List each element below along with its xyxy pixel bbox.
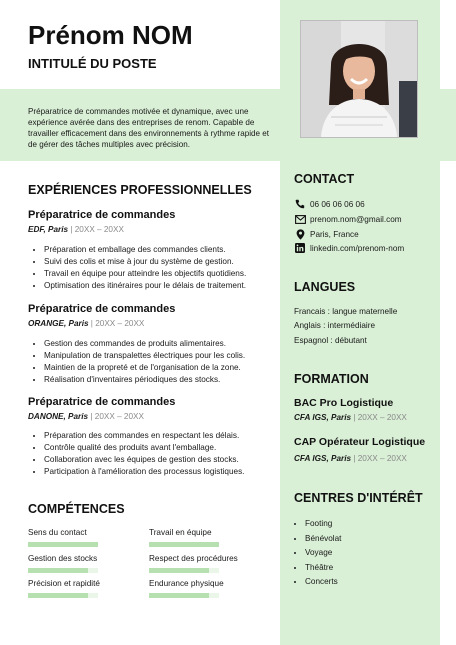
phone-icon	[294, 198, 306, 210]
language-1: Francais : langue maternelle	[294, 307, 398, 316]
job-2-role: Préparatrice de commandes	[28, 303, 176, 315]
list-item: • Voyage	[305, 546, 341, 561]
language-3: Espagnol : débutant	[294, 336, 367, 345]
education-2-meta	[294, 454, 407, 463]
interests-heading: CENTRES D'INTÉRÊT	[294, 491, 423, 505]
contact-heading: CONTACT	[294, 172, 355, 186]
education-2-degree: CAP Opérateur Logistique	[294, 436, 426, 448]
location-pin-icon	[294, 228, 306, 240]
skill-6-fill	[149, 593, 209, 598]
job-3-tasks	[28, 430, 294, 478]
skill-4	[149, 554, 238, 573]
list-item: • Maintien de la propreté et de l'organisation de la zone.	[44, 362, 294, 374]
list-item: • Collaboration avec les équipes de gestion des stocks.	[44, 454, 294, 466]
list-item: • Réalisation d'inventaires périodiques des stocks.	[44, 374, 294, 386]
phone-number: 06 06 06 06 06	[310, 199, 365, 209]
list-item: • Préparation des commandes en respectant les délais.	[44, 430, 294, 442]
skill-3-bar	[28, 568, 98, 573]
profile-summary: Préparatrice de commandes motivée et dynamique, avec une expérience avérée dans des entreprises de renom. Capable de travailler efficacement dans des environnements à rythme rapide et de gérer des tâches multiples avec précision.	[28, 107, 269, 149]
job-1-role: Préparatrice de commandes	[28, 209, 176, 221]
contact-email	[294, 213, 402, 225]
job-3-dates: 20XX – 20XX	[94, 412, 144, 421]
skill-1-bar	[28, 542, 98, 547]
skill-5	[28, 579, 100, 598]
education-2-dates: 20XX – 20XX	[357, 454, 407, 463]
skill-6-label: Endurance physique	[149, 579, 224, 588]
profile-photo	[300, 20, 418, 138]
job-1-city: , Paris	[43, 225, 69, 234]
job-3-company: DANONE	[28, 412, 64, 421]
skill-1-fill	[28, 542, 98, 547]
job-1-company: EDF	[28, 225, 44, 234]
language-2: Anglais : intermédiaire	[294, 321, 376, 330]
summary-band-edge	[440, 89, 456, 161]
skill-6-bar	[149, 593, 219, 598]
list-item: • Contrôle qualité des produits avant l'emballage.	[44, 442, 294, 454]
list-item: • Préparation et emballage des commandes clients.	[44, 244, 294, 256]
skill-1	[28, 528, 98, 547]
skill-3-label: Gestion des stocks	[28, 554, 98, 563]
skill-5-fill	[28, 593, 88, 598]
job-2-tasks	[28, 338, 294, 386]
education-2-separator: |	[351, 454, 358, 463]
skill-3-fill	[28, 568, 88, 573]
education-2-city: , Paris	[326, 454, 352, 463]
education-1-separator: |	[351, 413, 358, 422]
location-text: Paris, France	[310, 229, 359, 239]
skill-2	[149, 528, 219, 547]
job-2-separator: |	[88, 319, 96, 328]
skill-4-fill	[149, 568, 209, 573]
list-item: • Bénévolat	[305, 532, 341, 547]
job-1-separator: |	[68, 225, 75, 234]
job-1-tasks	[28, 244, 294, 292]
list-item: • Optimisation des itinéraires pour le délais de traitement.	[44, 280, 294, 292]
skill-2-fill	[149, 542, 219, 547]
job-1-dates: 20XX – 20XX	[74, 225, 124, 234]
skill-4-label: Respect des procédures	[149, 554, 238, 563]
job-2-meta	[28, 319, 144, 328]
list-item: • Travail en équipe pour atteindre les objectifs quotidiens.	[44, 268, 294, 280]
education-2-school: CFA IGS	[294, 454, 327, 463]
email-address[interactable]: prenom.nom@gmail.com	[310, 214, 402, 224]
skills-heading: COMPÉTENCES	[28, 502, 125, 516]
list-item: • Participation à l'amélioration des processus logistiques.	[44, 466, 294, 478]
education-heading: FORMATION	[294, 372, 369, 386]
skill-2-bar	[149, 542, 219, 547]
list-item: • Théâtre	[305, 561, 341, 576]
list-item: • Suivi des colis et mise à jour du système de gestion.	[44, 256, 294, 268]
contact-phone	[294, 198, 365, 210]
portrait-image	[301, 21, 417, 137]
education-1-degree: BAC Pro Logistique	[294, 397, 394, 409]
linkedin-icon	[294, 242, 306, 254]
job-1-meta	[28, 225, 124, 234]
job-title: INTITULÉ DU POSTE	[28, 56, 157, 71]
skill-1-label: Sens du contact	[28, 528, 87, 537]
job-3-role: Préparatrice de commandes	[28, 396, 176, 408]
candidate-name: Prénom NOM	[28, 20, 193, 50]
list-item: • Concerts	[305, 575, 341, 590]
contact-linkedin	[294, 242, 404, 254]
experience-heading: EXPÉRIENCES PROFESSIONNELLES	[28, 183, 252, 197]
skill-2-label: Travail en équipe	[149, 528, 212, 537]
job-3-separator: |	[88, 412, 95, 421]
education-1-dates: 20XX – 20XX	[357, 413, 407, 422]
interests-list	[294, 517, 341, 590]
job-2-dates: 20XX – 20XX	[95, 319, 145, 328]
skill-5-bar	[28, 593, 98, 598]
skill-3	[28, 554, 98, 573]
skill-6	[149, 579, 224, 598]
list-item: • Manipulation de transpalettes électriques pour les colis.	[44, 350, 294, 362]
skill-5-label: Précision et rapidité	[28, 579, 100, 588]
list-item: • Gestion des commandes de produits alimentaires.	[44, 338, 294, 350]
linkedin-url[interactable]: linkedin.com/prenom-nom	[310, 243, 405, 253]
envelope-icon	[294, 213, 306, 225]
job-3-city: , Paris	[63, 412, 89, 421]
education-1-city: , Paris	[326, 413, 352, 422]
job-3-meta	[28, 412, 144, 421]
job-2-company: ORANGE	[28, 319, 64, 328]
languages-heading: LANGUES	[294, 280, 356, 294]
contact-location	[294, 228, 359, 240]
job-2-city: , Paris	[63, 319, 89, 328]
list-item: • Footing	[305, 517, 341, 532]
education-1-meta	[294, 413, 407, 422]
skill-4-bar	[149, 568, 219, 573]
education-1-school: CFA IGS	[294, 413, 327, 422]
